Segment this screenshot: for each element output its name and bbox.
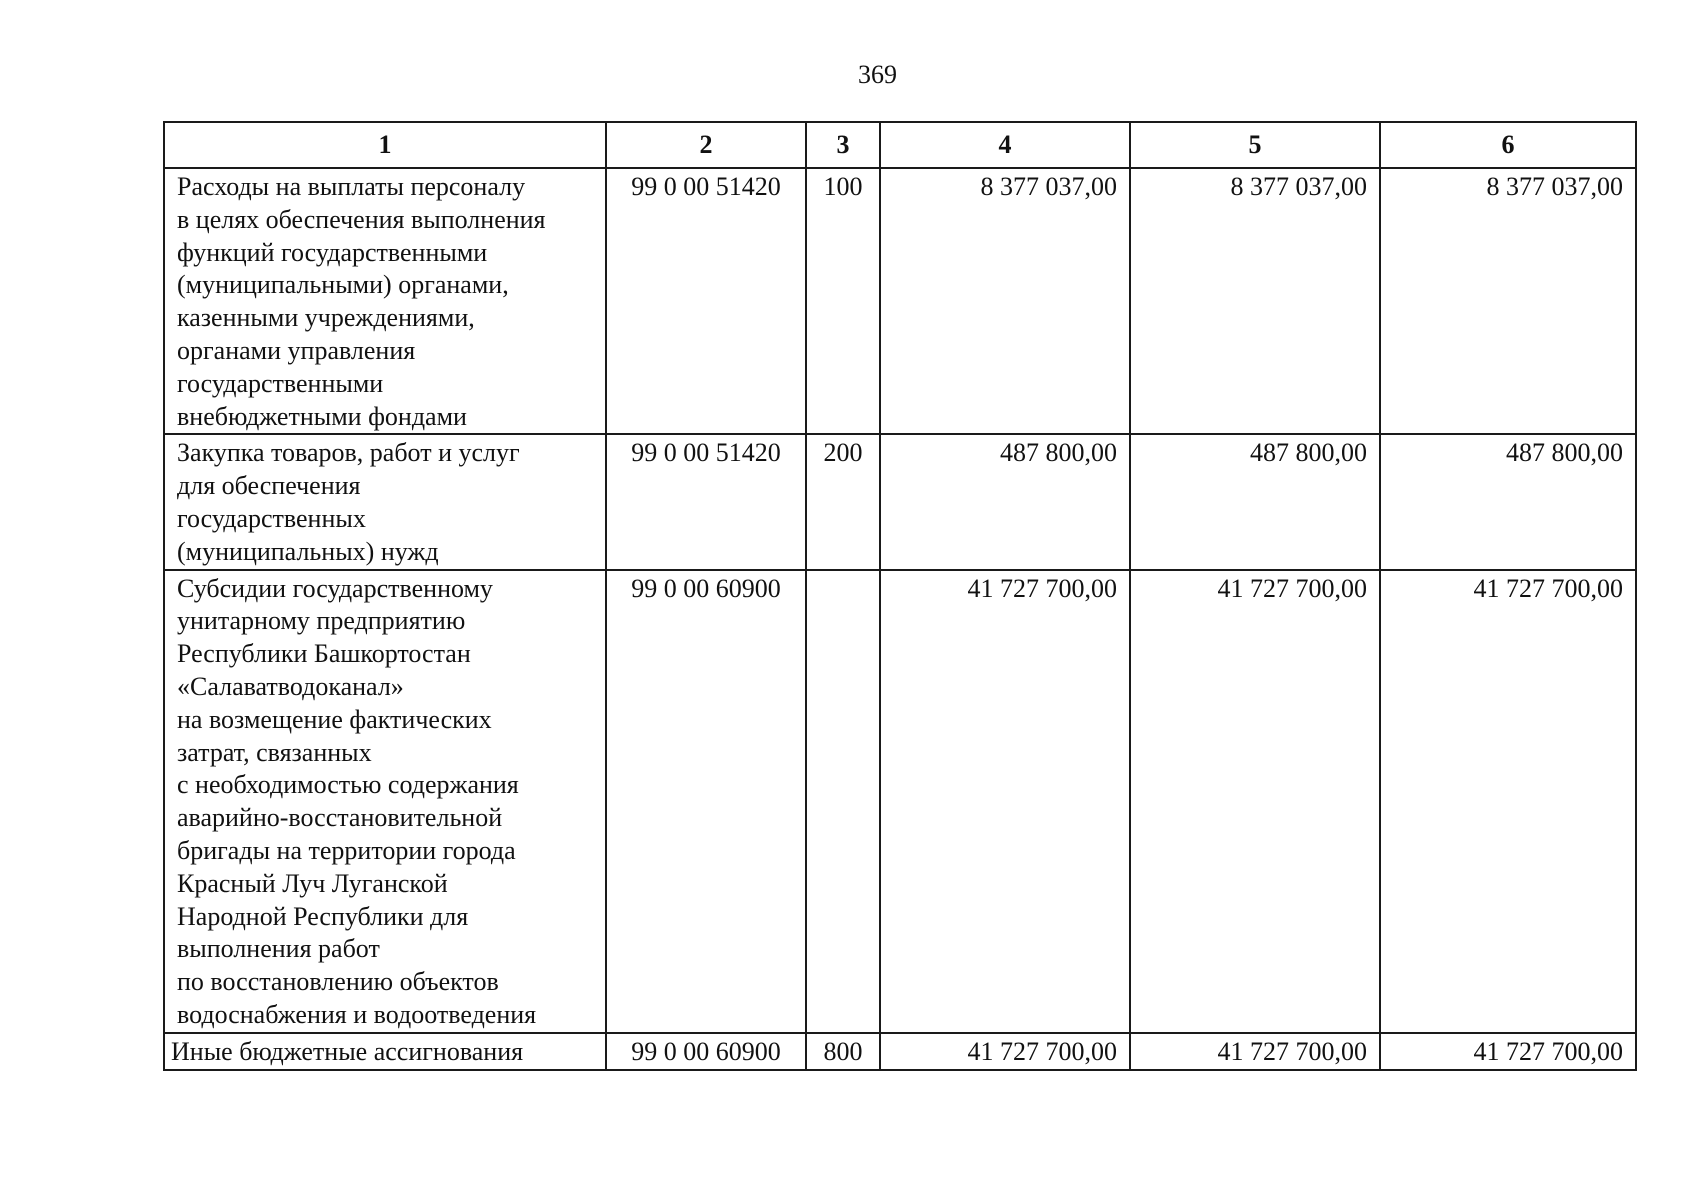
row-value-col5: 41 727 700,00	[1130, 1033, 1380, 1070]
column-header-4: 4	[880, 122, 1130, 168]
row-code-cell: 99 0 00 51420	[606, 434, 806, 569]
row-code-cell: 99 0 00 51420	[606, 168, 806, 434]
column-header-1: 1	[164, 122, 606, 168]
budget-table	[163, 121, 1637, 1071]
row-value-col6: 8 377 037,00	[1380, 168, 1636, 434]
column-header-2: 2	[606, 122, 806, 168]
page-number: 369	[858, 60, 897, 89]
row-type-cell: 800	[806, 1033, 880, 1070]
column-header-6: 6	[1380, 122, 1636, 168]
row-type-cell: 200	[806, 434, 880, 569]
row-value-col5: 487 800,00	[1130, 434, 1380, 569]
row-value-col4: 487 800,00	[880, 434, 1130, 569]
table-row	[164, 1033, 1636, 1070]
row-code-cell: 99 0 00 60900	[606, 570, 806, 1033]
row-value-col6: 41 727 700,00	[1380, 570, 1636, 1033]
row-value-col5: 41 727 700,00	[1130, 570, 1380, 1033]
table-row	[164, 434, 1636, 569]
row-value-col5: 8 377 037,00	[1130, 168, 1380, 434]
row-name-cell: Субсидии государственному унитарному предприятию Республики Башкортостан «Салаватводоканал» на возмещение фактических затрат, связанных с необходимостью содержания аварийно-восстановительной бригады на территории города Красный Луч Луганской Народной Республики для выполнения работ по восстановлению объектов водоснабжения и водоотведения	[164, 570, 606, 1033]
row-value-col4: 8 377 037,00	[880, 168, 1130, 434]
row-name-cell: Иные бюджетные ассигнования	[164, 1033, 606, 1070]
row-code-cell: 99 0 00 60900	[606, 1033, 806, 1070]
row-name-cell: Расходы на выплаты персоналу в целях обеспечения выполнения функций государственными (муниципальными) органами, казенными учреждениями, органами управления государственными внебюджетными фондами	[164, 168, 606, 434]
row-value-col4: 41 727 700,00	[880, 570, 1130, 1033]
row-value-col6: 41 727 700,00	[1380, 1033, 1636, 1070]
row-type-cell: 100	[806, 168, 880, 434]
column-header-3: 3	[806, 122, 880, 168]
row-value-col4: 41 727 700,00	[880, 1033, 1130, 1070]
table-row	[164, 570, 1636, 1033]
column-header-5: 5	[1130, 122, 1380, 168]
table-header-row	[164, 122, 1636, 168]
row-value-col6: 487 800,00	[1380, 434, 1636, 569]
row-type-cell	[806, 570, 880, 1033]
table-row	[164, 168, 1636, 434]
row-name-cell: Закупка товаров, работ и услуг для обеспечения государственных (муниципальных) нужд	[164, 434, 606, 569]
